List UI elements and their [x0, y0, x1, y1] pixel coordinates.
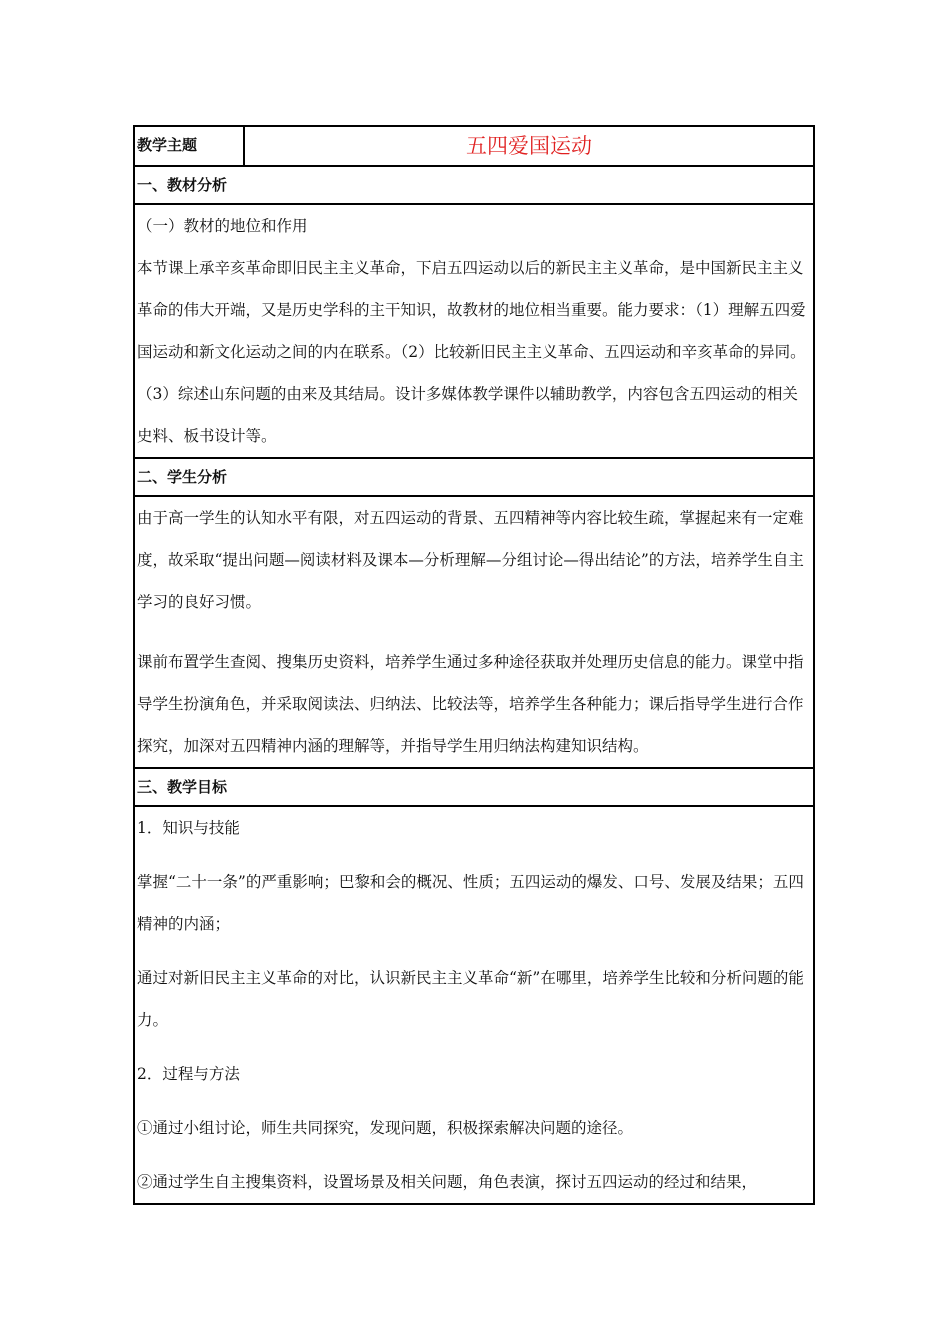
section1-body-row [134, 204, 814, 458]
paragraph-gap [137, 945, 811, 957]
lesson-plan-table [133, 125, 815, 1205]
section2-heading-row [134, 458, 814, 496]
section3-subheading: 2．过程与方法 [137, 1065, 240, 1083]
section3-paragraph: ①通过小组讨论，师生共同探究，发现问题，积极探索解决问题的途径。 [137, 1119, 634, 1137]
section2-body-row [134, 496, 814, 768]
section1-paragraph: 本节课上承辛亥革命即旧民主主义革命，下启五四运动以后的新民主主义革命，是中国新民主主义革命的伟大开端，又是历史学科的主干知识，故教材的地位相当重要。能力要求：（1）理解五四爱国运动和新文化运动之间的内在联系。（2）比较新旧民主主义革命、五四运动和辛亥革命的异同。（3）综述山东问题的由来及其结局。设计多媒体教学课件以辅助教学，内容包含五四运动的相关史料、板书设计等。 [137, 259, 806, 445]
section3-heading-row [134, 768, 814, 806]
section3-body [134, 806, 814, 1204]
topic-row [134, 126, 814, 166]
section2-paragraph: 由于高一学生的认知水平有限，对五四运动的背景、五四精神等内容比较生疏，掌握起来有一定难度，故采取“提出问题—阅读材料及课本—分析理解—分组讨论—得出结论”的方法，培养学生自主学习的良好习惯。 [137, 509, 804, 611]
section3-paragraph: 通过对新旧民主主义革命的对比，认识新民主主义革命“新”在哪里，培养学生比较和分析问题的能力。 [137, 969, 804, 1029]
section1-body [134, 204, 814, 458]
section1-subheading: （一）教材的地位和作用 [137, 217, 308, 235]
section3-paragraph: ②通过学生自主搜集资料，设置场景及相关问题，角色表演，探讨五四运动的经过和结果， [137, 1173, 758, 1191]
paragraph-gap [137, 623, 811, 641]
paragraph-gap [137, 1095, 811, 1107]
paragraph-gap [137, 849, 811, 861]
section3-paragraph: 掌握“二十一条”的严重影响；巴黎和会的概况、性质；五四运动的爆发、口号、发展及结果；五四精神的内涵； [137, 873, 804, 933]
topic-label: 教学主题 [134, 126, 244, 166]
section3-body-row [134, 806, 814, 1204]
section2-body [134, 496, 814, 768]
section1-heading: 一、教材分析 [134, 166, 814, 204]
section3-heading: 三、教学目标 [134, 768, 814, 806]
section2-heading: 二、学生分析 [134, 458, 814, 496]
paragraph-gap [137, 1149, 811, 1161]
lesson-title: 五四爱国运动 [244, 126, 814, 166]
section3-subheading: 1．知识与技能 [137, 819, 240, 837]
paragraph-gap [137, 1041, 811, 1053]
section1-heading-row [134, 166, 814, 204]
section2-paragraph: 课前布置学生查阅、搜集历史资料，培养学生通过多种途径获取并处理历史信息的能力。课堂中指导学生扮演角色，并采取阅读法、归纳法、比较法等，培养学生各种能力；课后指导学生进行合作探究，加深对五四精神内涵的理解等，并指导学生用归纳法构建知识结构。 [137, 653, 804, 755]
